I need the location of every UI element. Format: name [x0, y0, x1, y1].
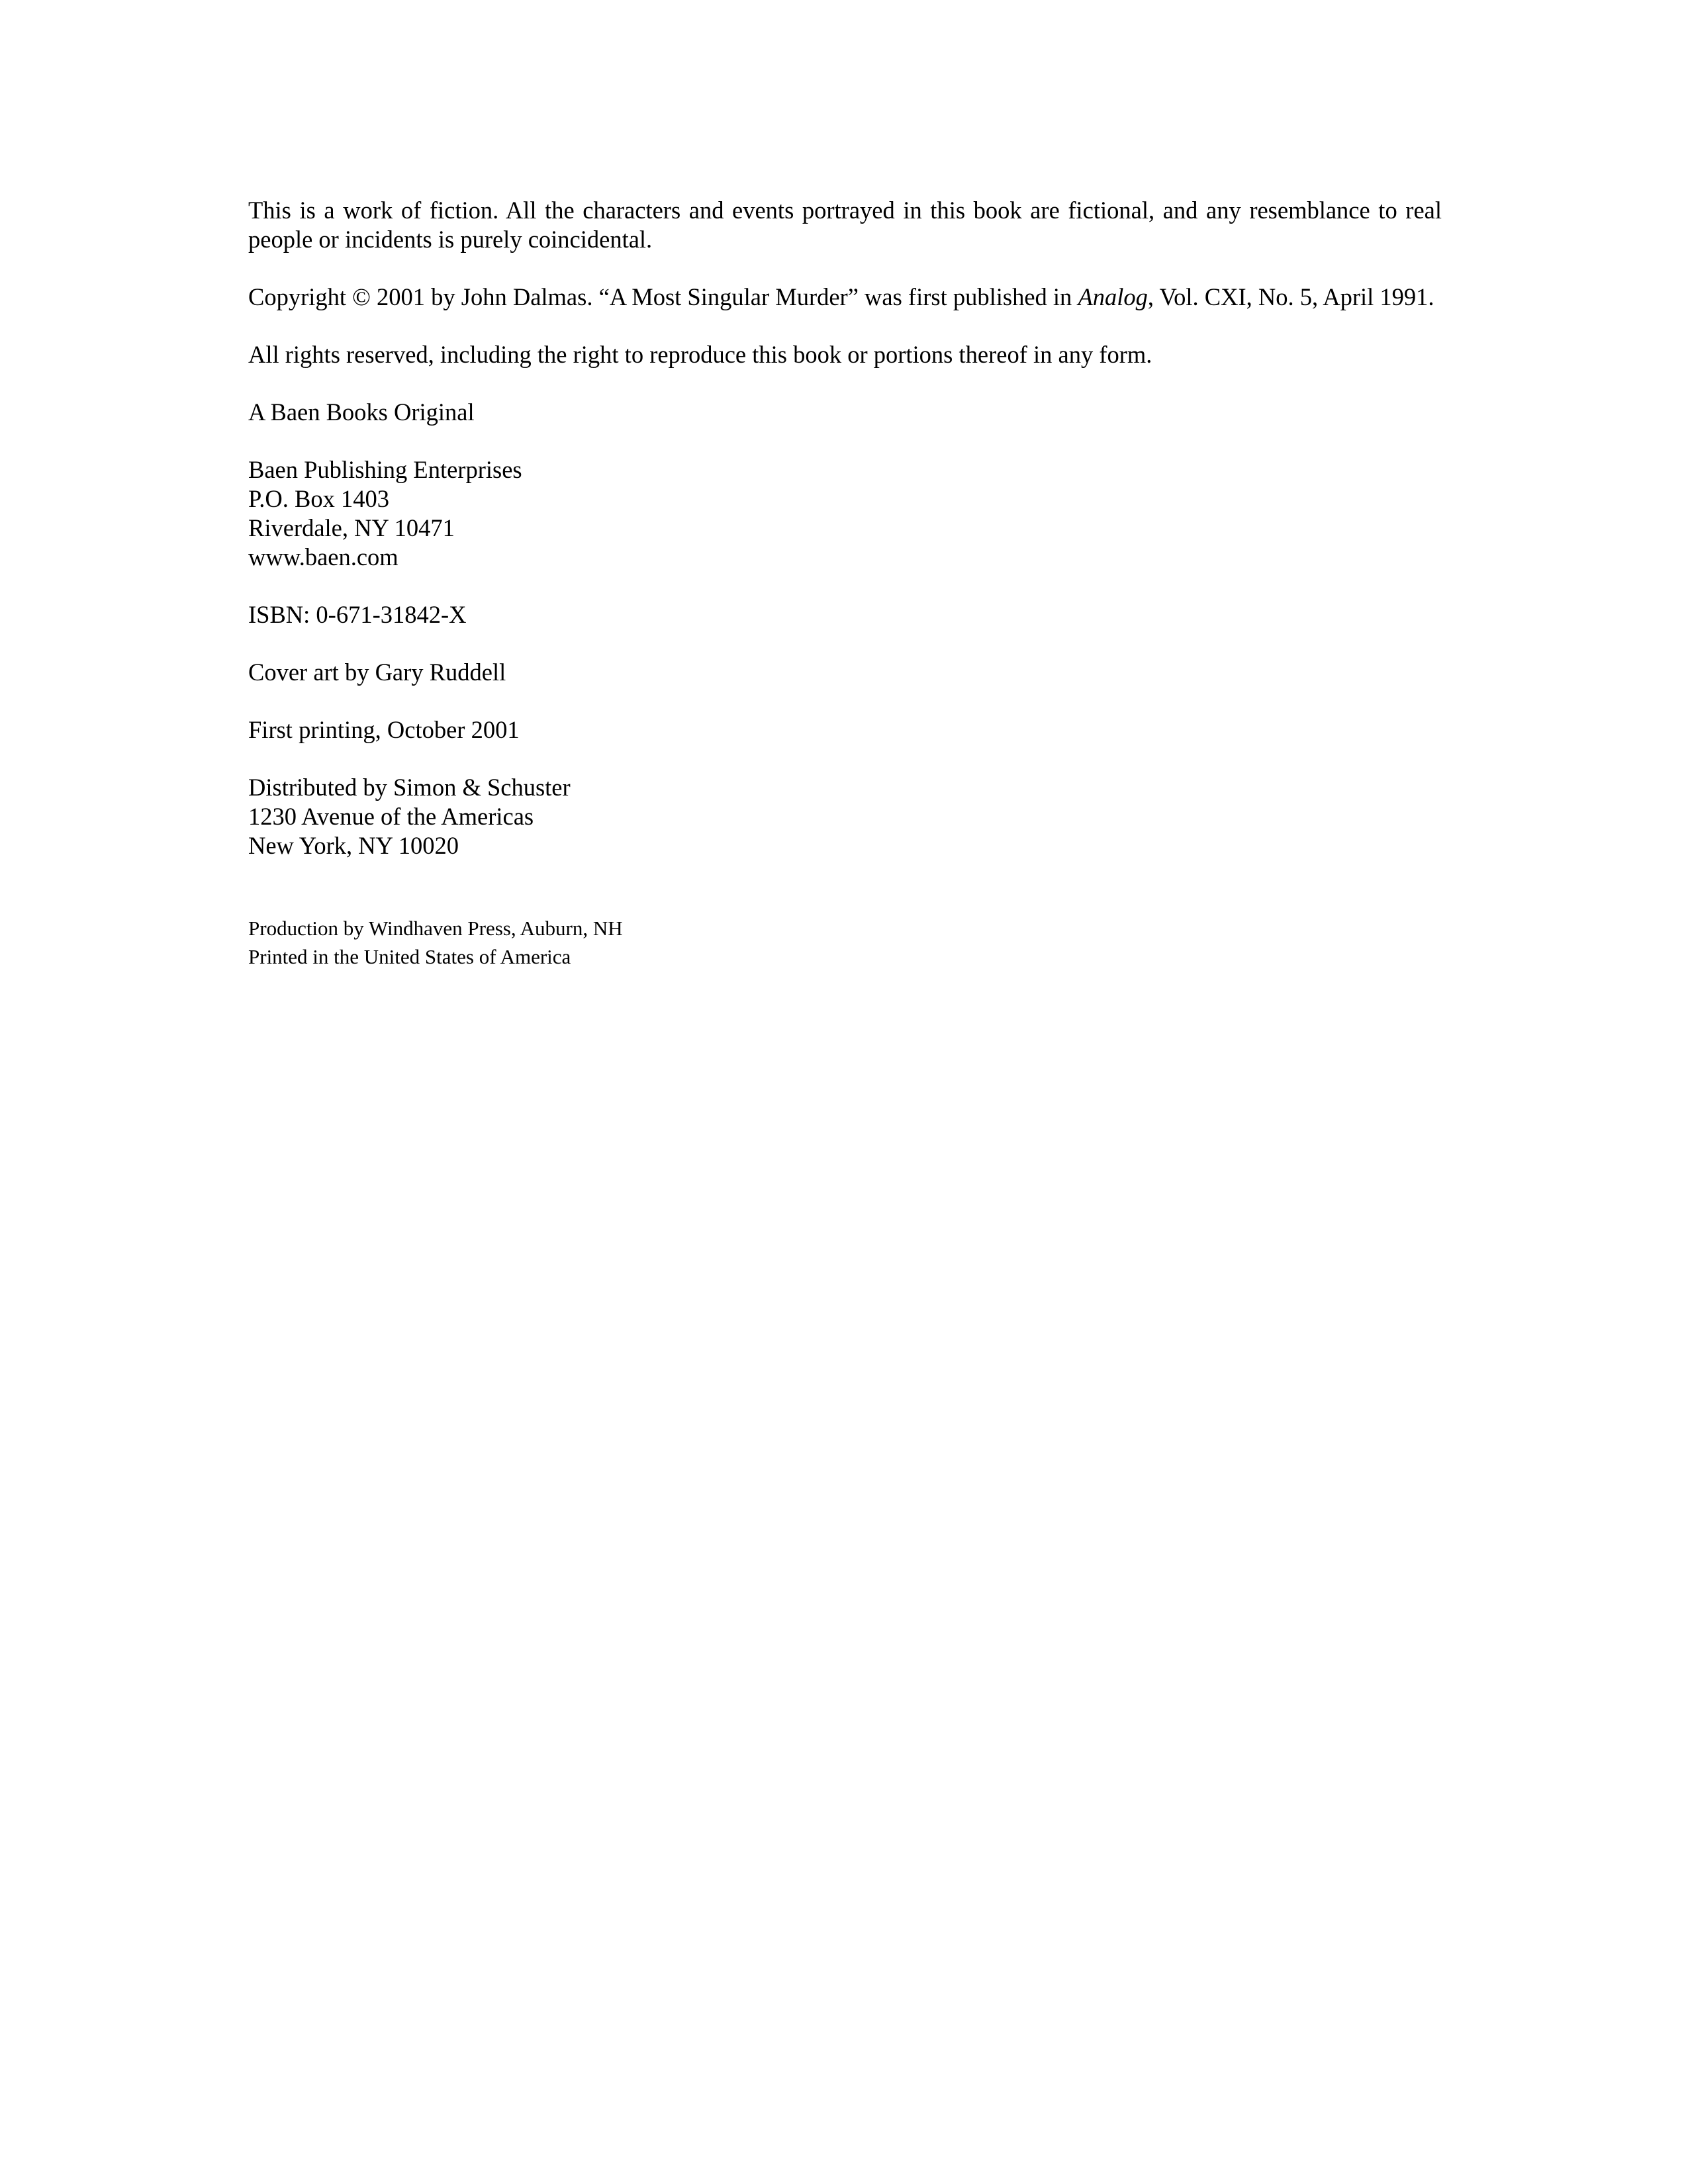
publisher-city: Riverdale, NY 10471 [248, 514, 455, 541]
isbn: ISBN: 0-671-31842-X [248, 601, 467, 628]
first-printing: First printing, October 2001 [248, 716, 520, 743]
publisher-box: P.O. Box 1403 [248, 485, 389, 512]
copyright-issue: , Vol. CXI, No. 5, April 1991. [1147, 283, 1434, 310]
fiction-notice: This is a work of fiction. All the characters and events portrayed in this book are fictional, and any resemblance to real people or incidents is purely coincidental. [248, 197, 1442, 253]
cover-art-credit: Cover art by Gary Ruddell [248, 659, 506, 686]
printed-in: Printed in the United States of America [248, 945, 571, 968]
production-credit: Production by Windhaven Press, Auburn, NH [248, 917, 623, 940]
baen-original: A Baen Books Original [248, 398, 475, 426]
publisher-name: Baen Publishing Enterprises [248, 456, 522, 483]
distributor-name: Distributed by Simon & Schuster [248, 774, 571, 801]
distributor-address [248, 773, 1442, 860]
copyright-statement [248, 283, 1442, 312]
distributor-street: 1230 Avenue of the Americas [248, 803, 534, 830]
copyright-text: Copyright © 2001 by John Dalmas. “A Most Singular Murder” was first published in [248, 283, 1078, 310]
distributor-city: New York, NY 10020 [248, 832, 459, 859]
production-credits [248, 914, 1442, 971]
publisher-website: www.baen.com [248, 543, 399, 570]
copyright-page [248, 196, 1442, 971]
publisher-address [248, 455, 1442, 572]
rights-statement: All rights reserved, including the right to reproduce this book or portions thereof in any form. [248, 341, 1152, 368]
magazine-title: Analog [1078, 283, 1148, 310]
